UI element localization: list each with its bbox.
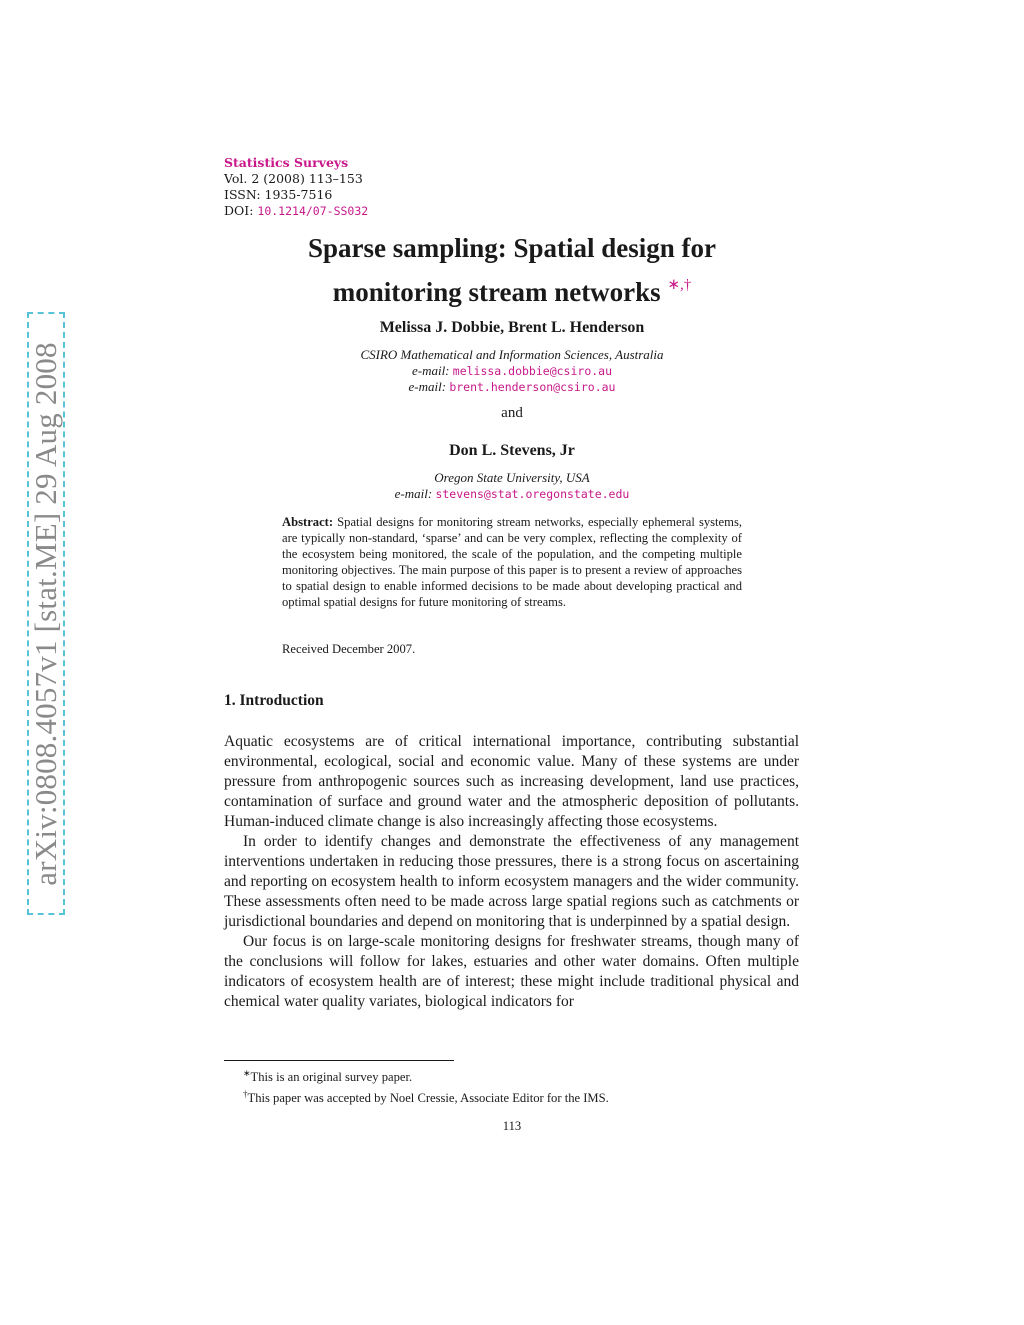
email-line-2 [224, 379, 800, 395]
title-line-2 [224, 267, 800, 311]
footnote-2-text: This paper was accepted by Noel Cressie, Associate Editor for the IMS. [247, 1091, 609, 1106]
journal-doi-line [224, 203, 368, 219]
footnote-2-mark: † [243, 1089, 248, 1100]
journal-issn: ISSN: 1935-7516 [224, 187, 333, 202]
doi-label: DOI: [224, 203, 254, 218]
footnote-1-text: This is an original survey paper. [250, 1070, 413, 1085]
journal-info [224, 155, 368, 219]
title-line-2-text: monitoring stream networks [332, 277, 661, 307]
footnotes [224, 1065, 799, 1107]
arxiv-stamp [27, 312, 65, 915]
affiliation-2: Oregon State University, USA [434, 470, 590, 485]
author-names-1: Melissa J. Dobbie, Brent L. Henderson [379, 319, 645, 336]
page-number: 113 [502, 1119, 522, 1133]
section-heading-introduction: 1. Introduction [224, 692, 324, 709]
paper-title [224, 230, 800, 311]
journal-volume: Vol. 2 (2008) 113–153 [224, 171, 363, 186]
email-label: e-mail: [394, 486, 433, 501]
email-line-1 [224, 363, 800, 379]
title-line-1: Sparse sampling: Spatial design for [307, 233, 717, 263]
paragraph-2: In order to identify changes and demonstrate the effectiveness of any management interventions undertaken in reducing those pressures, there is a strong focus on ascertaining and reporting on ecosystem health to inform ecosystem managers and the wider community. These assessments often need to be made across large spatial regions such as catchments or jurisdictional boundaries and depend on monitoring that is underpinned by a spatial design. [224, 833, 799, 930]
email-line-3 [224, 486, 800, 502]
journal-name[interactable]: Statistics Surveys [224, 155, 349, 170]
email-label: e-mail: [408, 379, 447, 394]
paragraph-3: Our focus is on large-scale monitoring designs for freshwater streams, though many of the conclusions will follow for lakes, estuaries and other water domains. Often multiple indicators of ecosystem health are of interest; these might include traditional physical and chemical water quality variates, biological indicators for [224, 933, 799, 1010]
abstract-label: Abstract: [282, 515, 334, 529]
footnote-2 [224, 1086, 799, 1107]
footnote-1 [224, 1065, 799, 1086]
received-date: Received December 2007. [282, 642, 416, 656]
affiliation-1: CSIRO Mathematical and Information Sciences, Australia [360, 347, 664, 362]
footnote-divider [224, 1060, 454, 1061]
footnote-1-mark: ∗ [243, 1068, 251, 1078]
author-names-2: Don L. Stevens, Jr [449, 442, 575, 459]
and-separator: and [501, 405, 523, 421]
doi-link[interactable]: 10.1214/07-SS032 [257, 204, 369, 218]
introduction-body [224, 732, 799, 1012]
abstract-text: Spatial designs for monitoring stream networks, especially ephemeral systems, are typically non-standard, ‘sparse’ and can be very complex, reflecting the complexity of the ecosystem being monitored, the scale of the population, and the competing multiple monitoring objectives. The main purpose of this paper is to present a review of approaches to spatial design to enable informed decisions to be made about developing practical and optimal spatial designs for future monitoring of streams. [282, 515, 742, 609]
abstract [282, 514, 742, 610]
arxiv-identifier[interactable]: arXiv:0808.4057v1 [stat.ME] 29 Aug 2008 [28, 341, 63, 886]
email-link-henderson[interactable]: brent.henderson@csiro.au [449, 380, 616, 394]
email-link-stevens[interactable]: stevens@stat.oregonstate.edu [435, 487, 630, 501]
title-footnote-marks[interactable]: ∗,† [667, 277, 692, 293]
email-link-dobbie[interactable]: melissa.dobbie@csiro.au [452, 364, 613, 378]
email-label: e-mail: [411, 363, 450, 378]
paragraph-1: Aquatic ecosystems are of critical international importance, contributing substantial environmental, ecological, social and economic value. Many of these systems are under pressure from anthropogenic sources such as increasing development, land use practices, contamination of surface and ground water and the atmospheric deposition of pollutants. Human-induced climate change is also increasingly affecting those ecosystems. [224, 733, 799, 830]
